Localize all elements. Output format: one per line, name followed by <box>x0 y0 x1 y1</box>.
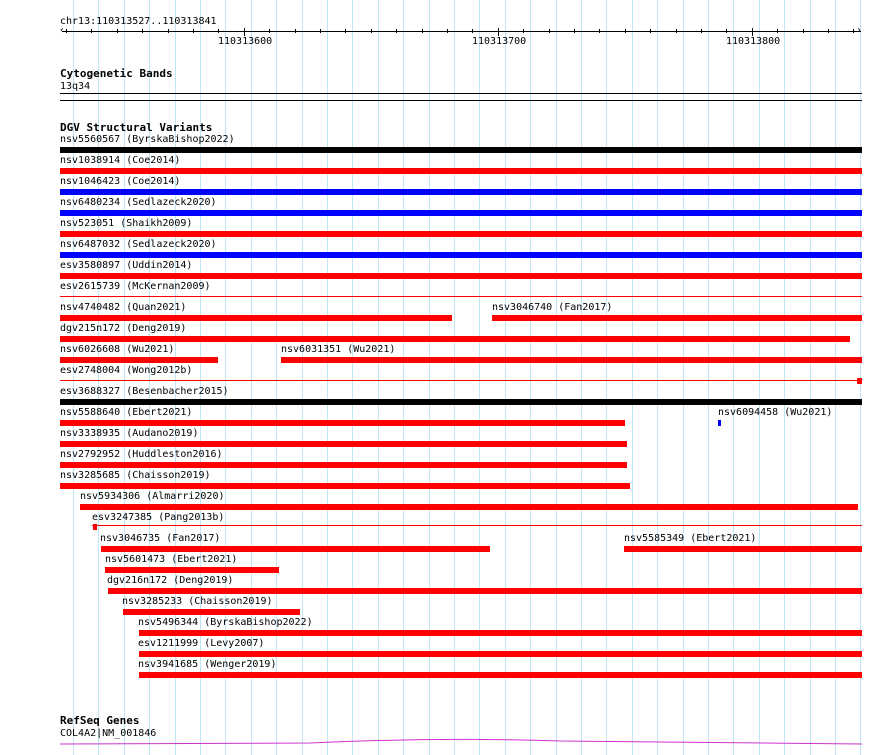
grid-line <box>759 0 760 755</box>
ruler-tick-label: 110313600 <box>218 36 273 47</box>
ruler-minor-tick <box>396 29 397 33</box>
sv-feature-label[interactable]: esv1211999 (Levy2007) <box>138 638 265 649</box>
sv-feature-bar[interactable] <box>60 296 862 297</box>
grid-line <box>530 0 531 755</box>
sv-feature-label[interactable]: esv2615739 (McKernan2009) <box>60 281 211 292</box>
refseq-track-title[interactable]: RefSeq Genes <box>60 714 140 727</box>
grid-line <box>835 0 836 755</box>
grid-line <box>98 0 99 755</box>
sv-feature-bar[interactable] <box>139 630 862 636</box>
ruler-minor-tick <box>91 29 92 33</box>
grid-line <box>810 0 811 755</box>
sv-feature-bar[interactable] <box>60 210 862 216</box>
grid-line <box>505 0 506 755</box>
sv-feature-label[interactable]: nsv3046740 (Fan2017) <box>492 302 613 313</box>
ruler-axis <box>62 31 861 32</box>
ruler-tick-label: 110313700 <box>472 36 527 47</box>
sv-feature-label[interactable]: nsv5585349 (Ebert2021) <box>624 533 757 544</box>
sv-feature-label[interactable]: nsv5934306 (Almarri2020) <box>80 491 225 502</box>
sv-feature-bar[interactable] <box>60 357 218 363</box>
sv-feature-bar[interactable] <box>92 525 862 526</box>
grid-line <box>556 0 557 755</box>
sv-feature-label[interactable]: nsv6487032 (Sedlazeck2020) <box>60 239 217 250</box>
sv-feature-bar[interactable] <box>60 483 630 489</box>
grid-line <box>378 0 379 755</box>
ruler-minor-tick <box>625 29 626 33</box>
sv-feature-label[interactable]: nsv5588640 (Ebert2021) <box>60 407 193 418</box>
sv-feature-bar[interactable] <box>60 252 862 258</box>
sv-feature-bar[interactable] <box>60 420 625 426</box>
sv-feature-bar[interactable] <box>139 651 862 657</box>
ruler-minor-tick <box>853 29 854 33</box>
sv-feature-label[interactable]: nsv1038914 (Coe2014) <box>60 155 181 166</box>
grid-line <box>454 0 455 755</box>
sv-feature-bar[interactable] <box>139 672 862 678</box>
ruler-minor-tick <box>320 29 321 33</box>
sv-feature-bar[interactable] <box>60 273 862 279</box>
sv-feature-bar[interactable] <box>101 546 490 552</box>
cytoband-track-title[interactable]: Cytogenetic Bands <box>60 67 173 80</box>
sv-feature-bar[interactable] <box>60 168 862 174</box>
ruler-right-arrow-icon[interactable]: › <box>856 25 863 36</box>
sv-feature-bar[interactable] <box>60 315 452 321</box>
grid-line <box>657 0 658 755</box>
grid-line <box>403 0 404 755</box>
sv-feature-label[interactable]: dgv216n172 (Deng2019) <box>107 575 234 586</box>
sv-feature-label[interactable]: dgv215n172 (Deng2019) <box>60 323 187 334</box>
ruler-minor-tick <box>218 29 219 33</box>
ruler-major-tick <box>244 28 245 36</box>
sv-feature-label[interactable]: nsv3338935 (Audano2019) <box>60 428 199 439</box>
ruler-minor-tick <box>701 29 702 33</box>
sv-feature-bar[interactable] <box>60 336 850 342</box>
ruler-major-tick <box>498 28 499 36</box>
sv-feature-endcap[interactable] <box>93 524 97 530</box>
sv-feature-bar[interactable] <box>108 588 862 594</box>
sv-feature-label[interactable]: esv3247385 (Pang2013b) <box>92 512 225 523</box>
grid-line <box>302 0 303 755</box>
sv-feature-label[interactable]: nsv1046423 (Coe2014) <box>60 176 181 187</box>
grid-line <box>327 0 328 755</box>
sv-feature-bar[interactable] <box>60 399 862 405</box>
grid-line <box>73 0 74 755</box>
ruler-left-arrow-icon[interactable]: ‹ <box>59 25 66 36</box>
grid-line <box>708 0 709 755</box>
ruler-range-label: chr13:110313527..110313841 <box>60 16 217 27</box>
sv-feature-bar[interactable] <box>80 504 858 510</box>
grid-line <box>632 0 633 755</box>
sv-feature-label[interactable]: nsv6026608 (Wu2021) <box>60 344 175 355</box>
ruler-minor-tick <box>828 29 829 33</box>
sv-feature-endcap[interactable] <box>857 378 862 384</box>
sv-feature-label[interactable]: esv3688327 (Besenbacher2015) <box>60 386 229 397</box>
grid-line <box>124 0 125 755</box>
ruler-minor-tick <box>726 29 727 33</box>
sv-feature-label[interactable]: nsv5560567 (ByrskaBishop2022) <box>60 134 235 145</box>
ruler-tick-label: 110313800 <box>726 36 781 47</box>
sv-feature-label[interactable]: esv3580897 (Uddin2014) <box>60 260 193 271</box>
cytoband-bar-bottom[interactable] <box>60 100 862 101</box>
sv-feature-bar[interactable] <box>105 567 279 573</box>
sv-feature-bar[interactable] <box>281 357 862 363</box>
ruler-minor-tick <box>549 29 550 33</box>
sv-feature-label[interactable]: esv2748004 (Wong2012b) <box>60 365 193 376</box>
sv-feature-bar[interactable] <box>624 546 862 552</box>
ruler-minor-tick <box>650 29 651 33</box>
ruler-minor-tick <box>803 29 804 33</box>
ruler-minor-tick <box>574 29 575 33</box>
grid-line <box>352 0 353 755</box>
sv-feature-bar[interactable] <box>60 380 858 381</box>
ruler-minor-tick <box>269 29 270 33</box>
grid-line <box>606 0 607 755</box>
ruler-minor-tick <box>168 29 169 33</box>
ruler-minor-tick <box>599 29 600 33</box>
sv-feature-label[interactable]: nsv3285233 (Chaisson2019) <box>122 596 273 607</box>
grid-line <box>276 0 277 755</box>
grid-line <box>733 0 734 755</box>
cytoband-bar-top[interactable] <box>60 93 862 94</box>
ruler-minor-tick <box>193 29 194 33</box>
sv-feature-label[interactable]: nsv4740482 (Quan2021) <box>60 302 187 313</box>
sv-feature-bar[interactable] <box>60 147 862 153</box>
sv-feature-bar[interactable] <box>123 609 300 615</box>
sv-feature-label[interactable]: nsv3046735 (Fan2017) <box>100 533 221 544</box>
sv-feature-bar[interactable] <box>60 462 627 468</box>
ruler-minor-tick <box>345 29 346 33</box>
ruler-minor-tick <box>676 29 677 33</box>
refseq-gene-model[interactable] <box>60 736 862 746</box>
sv-feature-bar[interactable] <box>60 231 862 237</box>
grid-line <box>784 0 785 755</box>
ruler-minor-tick <box>117 29 118 33</box>
sv-feature-bar[interactable] <box>60 441 627 447</box>
ruler-minor-tick <box>66 29 67 33</box>
cytoband-label: 13q34 <box>60 81 91 92</box>
sv-feature-label[interactable]: nsv5601473 (Ebert2021) <box>105 554 238 565</box>
sv-feature-bar[interactable] <box>718 420 721 426</box>
grid-line <box>683 0 684 755</box>
sv-feature-label[interactable]: nsv3285685 (Chaisson2019) <box>60 470 211 481</box>
sv-feature-label[interactable]: nsv2792952 (Huddleston2016) <box>60 449 223 460</box>
sv-feature-label[interactable]: nsv3941685 (Wenger2019) <box>138 659 277 670</box>
ruler-minor-tick <box>142 29 143 33</box>
sv-feature-label[interactable]: nsv523051 (Shaikh2009) <box>60 218 193 229</box>
ruler-minor-tick <box>295 29 296 33</box>
sv-feature-label[interactable]: nsv6480234 (Sedlazeck2020) <box>60 197 217 208</box>
ruler-major-tick <box>752 28 753 36</box>
grid-line <box>429 0 430 755</box>
sv-feature-label[interactable]: nsv6094458 (Wu2021) <box>718 407 833 418</box>
ruler-minor-tick <box>472 29 473 33</box>
ruler-minor-tick <box>523 29 524 33</box>
grid-line <box>581 0 582 755</box>
refseq-gene-label[interactable]: COL4A2|NM_001846 <box>60 728 157 739</box>
sv-feature-bar[interactable] <box>60 189 862 195</box>
dgv-track-title[interactable]: DGV Structural Variants <box>60 121 213 134</box>
grid-line <box>479 0 480 755</box>
sv-feature-bar[interactable] <box>492 315 862 321</box>
sv-feature-label[interactable]: nsv5496344 (ByrskaBishop2022) <box>138 617 313 628</box>
ruler-minor-tick <box>447 29 448 33</box>
sv-feature-label[interactable]: nsv6031351 (Wu2021) <box>281 344 396 355</box>
ruler-minor-tick <box>777 29 778 33</box>
ruler-minor-tick <box>422 29 423 33</box>
ruler-minor-tick <box>371 29 372 33</box>
